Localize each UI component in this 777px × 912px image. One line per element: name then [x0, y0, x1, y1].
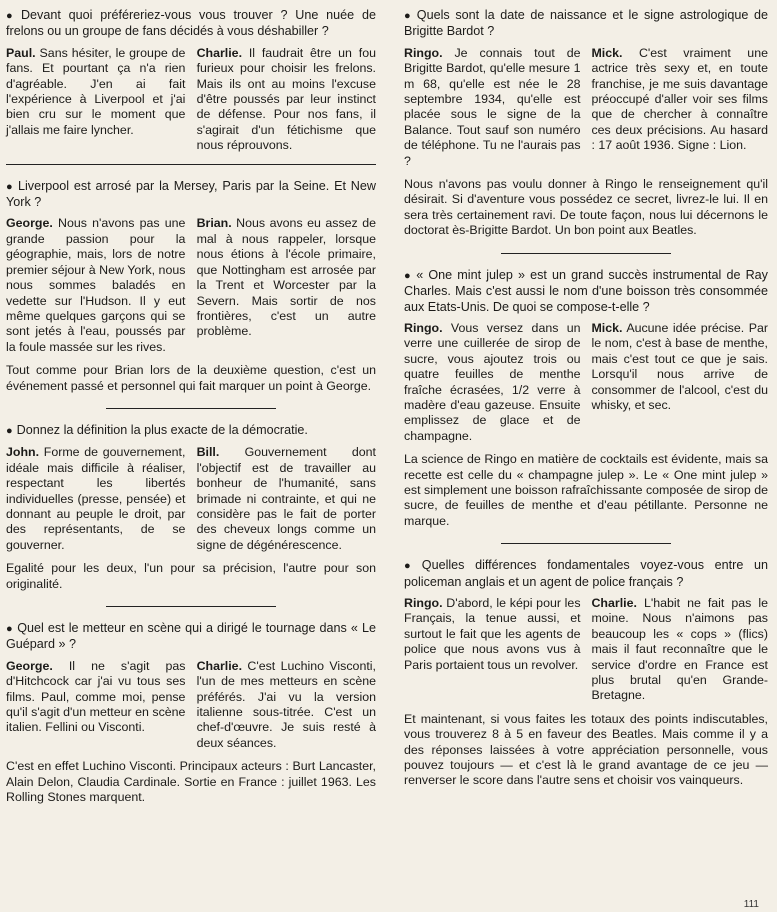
- conclusion: Egalité pour les deux, l'un pour sa précision, l'autre pour son originalité.: [6, 561, 376, 591]
- bullet-icon: ●: [6, 10, 17, 22]
- separator: [106, 408, 276, 409]
- conclusion: Nous n'avons pas voulu donner à Ringo le renseignement qu'il désirait. Si d'aventure vous possédez ce secret, livrez-le lui. Il en sera très certainement ravi. De toute façon, nous lui décernons le doctorat ès-Brigitte Bardot. Un bon point aux Beatles.: [404, 177, 768, 238]
- qa-block-bardot: [404, 8, 768, 239]
- speaker-name: George.: [6, 658, 53, 673]
- left-column: [6, 8, 376, 818]
- answers: [404, 596, 768, 704]
- speaker-name: Charlie.: [591, 596, 637, 610]
- answer-text: Je connais tout de Brigitte Bardot, qu'elle mesure 1 m 68, qu'elle est née le 28 septembre 1934, qu'elle est placée sous le signe de la Balance. Tout sauf son numéro de téléphone. Tu ne l'aurais pas ?: [404, 45, 581, 168]
- question: ● Quelles différences fondamentales voyez-vous entre un policeman anglais et un agent de police français ?: [404, 558, 768, 589]
- answer-right: [591, 321, 768, 444]
- speaker-name: Charlie.: [196, 658, 243, 673]
- conclusion: Tout comme pour Brian lors de la deuxième question, c'est un événement passé et personnel qui fait marquer un point à George.: [6, 363, 376, 393]
- answer-text: Il faudrait être un fou furieux pour choisir les frelons. Mais ils ont au moins l'excuse d'être poussés par leur instinct de défense. Pour nos fans, il s'agirait d'un fétichisme que nous réprouvons.: [196, 45, 376, 153]
- answer-left: [6, 46, 185, 154]
- speaker-name: Ringo.: [404, 320, 443, 335]
- speaker-name: Brian.: [196, 216, 232, 231]
- speaker-name: Mick.: [591, 320, 623, 335]
- bullet-icon: ●: [6, 623, 14, 635]
- answers: [6, 216, 376, 355]
- separator: [501, 543, 671, 544]
- conclusion: Et maintenant, si vous faites les totaux des points indiscutables, vous trouverez 8 à 5 en faveur des Beatles. Mais comme il y a des réponses laissées à votre appréciation personnelle, vous pouvez toujours — et c'est là le grand avantage de ce jeu — renverser le score dans l'autre sens et choisir vos vainqueurs.: [404, 711, 768, 788]
- speaker-name: Mick.: [591, 45, 623, 60]
- answer-right: [197, 46, 376, 154]
- speaker-name: John.: [6, 445, 40, 460]
- question: ● « One mint julep » est un grand succès instrumental de Ray Charles. Mais c'est aussi le nom d'une boisson très consommée aux Etats-Unis. De quoi se compose-t-elle ?: [404, 267, 768, 314]
- answers: [6, 659, 376, 751]
- answer-text: Aucune idée précise. Par le nom, c'est à base de menthe, mais c'est tout ce que je sais. Lorsqu'il nous arrive de consommer de l'alcool, c'est du whisky, et sec.: [591, 320, 768, 412]
- qa-block-hornets: [6, 8, 376, 154]
- question: ● Donnez la définition la plus exacte de la démocratie.: [6, 422, 308, 437]
- answers: [6, 445, 376, 553]
- question: ● Quels sont la date de naissance et le signe astrologique de Brigitte Bardot ?: [404, 8, 768, 39]
- qa-block-mint-julep: [404, 268, 768, 530]
- answer-right: [591, 46, 768, 169]
- answer-left: [6, 659, 185, 751]
- answer-text: D'abord, le képi pour les Français, la tenue aussi, et surtout le fait que les agents de police que nous avons vus à Paris portaient tous un revolver.: [404, 596, 581, 672]
- answer-right: [197, 659, 376, 751]
- answer-text: Vous versez dans un verre une cuillerée de sirop de sucre, vous ajoutez trois ou quatre feuilles de menthe fraîche écrasées, 1/2 verre à madère d'eau gazeuse. Ensuite emplissez de glace et de champagne.: [404, 320, 581, 443]
- question: ● Liverpool est arrosé par la Mersey, Paris par la Seine. Et New York ?: [6, 178, 376, 210]
- answer-text: Forme de gouvernement, idéale mais difficile à réaliser, respectant les libertés individuelles (presse, pensée) et donnant au peuple le droit, par des représentants, de se gouverner.: [6, 445, 186, 552]
- answer-right: [197, 445, 376, 553]
- bullet-icon: ●: [6, 424, 13, 437]
- answer-right: [591, 596, 768, 704]
- page-number: 111: [743, 899, 759, 910]
- separator: [6, 164, 376, 165]
- answer-left: [6, 216, 185, 355]
- qa-block-new-york: [6, 179, 376, 394]
- answer-text: Il ne s'agit pas d'Hitchcock car j'ai vu tous ses films. Paul, comme moi, pense qu'il s'agit d'un metteur en scène italien. Fellini ou Visconti.: [6, 658, 186, 735]
- answer-left: [6, 445, 185, 553]
- answer-left: [404, 596, 581, 704]
- separator: [106, 606, 276, 607]
- speaker-name: George.: [6, 216, 53, 231]
- answers: [404, 46, 768, 169]
- conclusion: La science de Ringo en matière de cocktails est évidente, mais sa recette est celle du « champagne julep ». Le « One mint julep » est simplement une boisson rafraîchissante composée de sirop de sucre, de feuilles de menthe et d'eau pétillante. Personne ne marque.: [404, 452, 768, 528]
- answer-text: Nous avons eu assez de mal à nous rappeler, lorsque nous étions à l'école primaire, que Nottingham est arrosée par la Trent et Worcester par la Severn. Mais sortir de nos frontières, c'est un autre problème.: [196, 216, 376, 339]
- answer-text: Nous n'avons pas une grande passion pour la géographie, mais, lors de notre premier séjour à New York, nous nous sommes baladés en vedette sur l'Hudson. Il y eut même quelques garçons qui se sont jetés à l'eau, poussés par la foule massée sur les rives.: [6, 216, 186, 354]
- bullet-icon: ●: [404, 269, 413, 282]
- answer-text: Gouvernement dont l'objectif est de travailler au bonheur de l'humanité, sans brimade ni contrainte, et qui ne considère pas le fait de porter des cheveux longs comme un signe de dégénérescence.: [196, 445, 376, 552]
- answer-text: C'est Luchino Visconti, l'un de mes metteurs en scène préférés. J'ai vu la version italienne sous-titrée. C'est un chef-d'œuvre. Je suis resté à deux séances.: [196, 658, 376, 750]
- answer-left: [404, 321, 581, 444]
- separator: [501, 253, 671, 254]
- conclusion: C'est en effet Luchino Visconti. Principaux acteurs : Burt Lancaster, Alain Delon, Claudia Cardinale. Sortie en France : juillet 1963. Les Rolling Stones marquent.: [6, 759, 376, 805]
- speaker-name: Paul.: [6, 45, 36, 60]
- answers: [404, 321, 768, 444]
- qa-block-director: [6, 621, 376, 805]
- question: ● Quel est le metteur en scène qui a dirigé le tournage dans « Le Guépard » ?: [6, 621, 376, 652]
- answers: [6, 46, 376, 154]
- question: ● Devant quoi préféreriez-vous vous trouver ? Une nuée de frelons ou un groupe de fans décidés à vous déshabiller ?: [6, 8, 376, 39]
- speaker-name: Bill.: [196, 445, 220, 460]
- speaker-name: Charlie.: [196, 45, 243, 60]
- answer-text: Sans hésiter, le groupe de fans. Et pourtant ça n'a rien d'agréable. J'en ai fait l'expérience à Liverpool et j'ai bien cru sur le moment que j'allais me faire lyncher.: [6, 45, 186, 137]
- speaker-name: Ringo.: [404, 596, 443, 610]
- answer-text: C'est vraiment une actrice très sexy et, en toute franchise, je me suis davantage préoccupé d'aller voir ses films que de chercher à connaître ces deux précisions. Au hasard : 17 août 1936. Signe : Lion.: [591, 45, 768, 153]
- qa-block-policeman: [404, 558, 768, 789]
- right-column: [404, 8, 768, 801]
- speaker-name: Ringo.: [404, 45, 443, 60]
- bullet-icon: ●: [6, 180, 14, 193]
- bullet-icon: ●: [404, 560, 418, 573]
- answer-right: [197, 216, 376, 355]
- answer-text: L'habit ne fait pas le moine. Nous n'aimons pas beaucoup les « cops » (flics) mais il faut reconnaître que le service d'ordre en France est plus brutal qu'en Grande-Bretagne.: [591, 596, 769, 703]
- qa-block-democracy: [6, 423, 376, 592]
- answer-left: [404, 46, 581, 169]
- bullet-icon: ●: [404, 10, 413, 22]
